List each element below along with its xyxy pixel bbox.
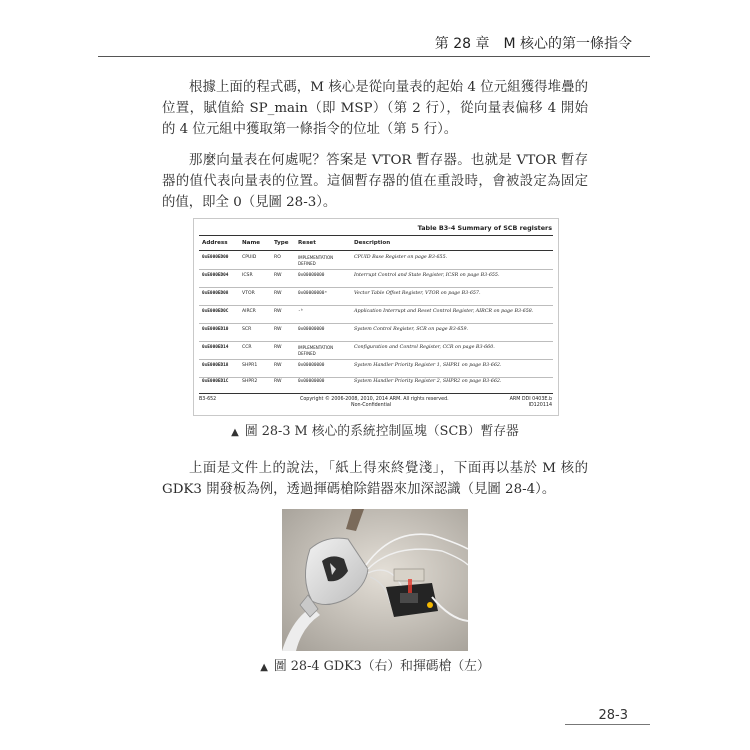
cell-description: Interrupt Control and State Register, ICSR on page B3-655. bbox=[354, 273, 500, 278]
chapter-header: 第 28 章 M 核心的第一條指令 bbox=[434, 36, 632, 52]
cell-type: RW bbox=[274, 309, 282, 314]
page-number-rule bbox=[565, 724, 650, 725]
cell-reset: 0x00000000 bbox=[298, 379, 325, 384]
page-number: 28-3 bbox=[598, 708, 628, 723]
table-row bbox=[199, 306, 553, 324]
cell-description: System Handler Priority Register 1, SHPR1 on page B3-662. bbox=[354, 363, 502, 368]
paragraph-1: 根據上面的程式碼，M 核心是從向量表的起始 4 位元組獲得堆疊的位置，賦值給 SP_main（即 MSP）（第 2 行），從向量表偏移 4 開始的 4 位元組中獲取第一條指令的位址（第 5 行）。 bbox=[162, 80, 588, 137]
cell-address: 0xE000ED14 bbox=[202, 345, 229, 350]
cell-type: RW bbox=[274, 327, 282, 332]
cell-reset: 0x00000000 bbox=[298, 273, 325, 278]
cell-name: ICSR bbox=[242, 273, 253, 278]
header-type: Type bbox=[274, 240, 289, 246]
figure-caption-28-4 bbox=[0, 655, 750, 674]
cell-address: 0xE000ED04 bbox=[202, 273, 229, 278]
cell-type: RW bbox=[274, 291, 282, 296]
triangle-marker-icon: ▲ bbox=[231, 427, 239, 438]
footer-copyright bbox=[300, 397, 449, 409]
table-row bbox=[199, 288, 553, 306]
cell-reset: IMPLEMENTATION DEFINED bbox=[298, 255, 334, 266]
scb-register-table-figure bbox=[193, 218, 559, 416]
table-row bbox=[199, 270, 553, 288]
header-description: Description bbox=[354, 240, 391, 246]
figure-caption-28-3 bbox=[0, 420, 750, 439]
paragraph-3: 上面是文件上的說法，「紙上得來終覺淺」，下面再以基於 M 核的 GDK3 開發板為例，透過揮碼槍除錯器來加深認識（見圖 28-4）。 bbox=[162, 461, 588, 497]
cell-name: VTOR bbox=[242, 291, 255, 296]
paragraph-2: 那麼向量表在何處呢？答案是 VTOR 暫存器。也就是 VTOR 暫存器的值代表向量表的位置。這個暫存器的值在重設時，會被設定為固定的值，即全 0（見圖 28-3）。 bbox=[162, 153, 588, 210]
table-row bbox=[199, 376, 553, 393]
table-title: Table B3-4 Summary of SCB registers bbox=[417, 224, 552, 232]
table-row bbox=[199, 324, 553, 342]
cell-type: RW bbox=[274, 345, 282, 350]
cell-type: RW bbox=[274, 363, 282, 368]
cell-reset: 0x00000000 bbox=[298, 363, 325, 368]
header-rule bbox=[98, 56, 650, 57]
cell-reset: 0x00000000ᵃ bbox=[298, 291, 328, 296]
header-reset: Reset bbox=[298, 240, 316, 246]
cell-address: 0xE000ED10 bbox=[202, 327, 229, 332]
cell-type: RO bbox=[274, 255, 281, 260]
table-footer-rule bbox=[199, 393, 553, 394]
cell-name: AIRCR bbox=[242, 309, 256, 314]
cell-description: System Control Register, SCR on page B3-659. bbox=[354, 327, 469, 332]
cell-type: RW bbox=[274, 273, 282, 278]
footer-page: B3-652 bbox=[199, 397, 217, 402]
footer-doc-id bbox=[510, 397, 552, 409]
footer-doc-date: ID120114 bbox=[528, 403, 552, 408]
header-address: Address bbox=[202, 240, 228, 246]
cell-description: CPUID Base Register on page B3-655. bbox=[354, 255, 448, 260]
gdk3-photo bbox=[282, 509, 468, 651]
cell-type: RW bbox=[274, 379, 282, 384]
cell-description: System Handler Priority Register 2, SHPR2 on page B3-662. bbox=[354, 379, 502, 384]
cell-name: SHPR2 bbox=[242, 379, 258, 384]
table-header-rule bbox=[199, 250, 553, 251]
footer-copyright-text: Copyright © 2006-2008, 2010, 2014 ARM. All rights reserved. bbox=[300, 397, 449, 402]
cell-name: SHPR1 bbox=[242, 363, 258, 368]
cell-address: 0xE000ED0C bbox=[202, 309, 229, 314]
table-row bbox=[199, 252, 553, 270]
cell-address: 0xE000ED1C bbox=[202, 379, 229, 384]
cell-reset: IMPLEMENTATION DEFINED bbox=[298, 345, 334, 356]
triangle-marker-icon: ▲ bbox=[260, 662, 268, 673]
table-row bbox=[199, 342, 553, 360]
footer-confidentiality: Non-Confidential bbox=[351, 403, 392, 408]
cell-name: SCR bbox=[242, 327, 252, 332]
caption-28-3-text: 圖 28-3 M 核心的系統控制區塊（SCB）暫存器 bbox=[244, 424, 519, 439]
cell-name: CPUID bbox=[242, 255, 257, 260]
cell-reset: 0x00000000 bbox=[298, 327, 325, 332]
cell-reset: -ᵇ bbox=[298, 309, 304, 314]
caption-28-4-text: 圖 28-4 GDK3（右）和揮碼槍（左） bbox=[273, 659, 490, 674]
cell-description: Application Interrupt and Reset Control Register, AIRCR on page B3-658. bbox=[354, 309, 534, 314]
cell-name: CCR bbox=[242, 345, 252, 350]
cell-address: 0xE000ED18 bbox=[202, 363, 229, 368]
cell-address: 0xE000ED08 bbox=[202, 291, 229, 296]
header-name: Name bbox=[242, 240, 261, 246]
cell-address: 0xE000ED00 bbox=[202, 255, 229, 260]
footer-doc-id-text: ARM DDI 0403E.b bbox=[509, 397, 552, 402]
cell-description: Vector Table Offset Register, VTOR on page B3-657. bbox=[354, 291, 481, 296]
cell-description: Configuration and Control Register, CCR on page B3-660. bbox=[354, 345, 495, 350]
table-top-rule bbox=[199, 235, 553, 236]
